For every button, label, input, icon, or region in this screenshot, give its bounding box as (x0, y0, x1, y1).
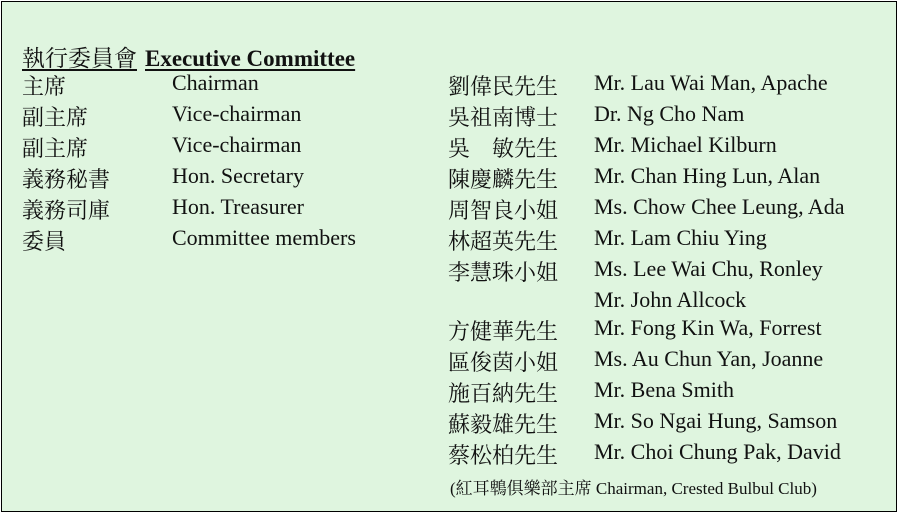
member-chinese-name: 區俊茵小姐 (448, 350, 559, 375)
member-english-name: Mr. So Ngai Hung, Samson (594, 408, 838, 433)
role-chinese: 義務秘書 (22, 167, 111, 192)
role-chinese: 副主席 (22, 105, 89, 130)
role-english: Chairman (172, 70, 259, 95)
title-chinese: 執行委員會 (22, 46, 137, 71)
member-chinese-name: 方健華先生 (448, 319, 559, 344)
member-english-name: Mr. Lam Chiu Ying (594, 225, 767, 250)
member-english-name: Ms. Chow Chee Leung, Ada (594, 194, 845, 219)
footnote: (紅耳鵯俱樂部主席 Chairman, Crested Bulbul Club) (450, 479, 817, 498)
role-chinese: 委員 (22, 229, 67, 254)
member-english-name: Mr. Bena Smith (594, 377, 734, 402)
member-chinese-name: 周智良小姐 (448, 198, 559, 223)
member-chinese-name: 吳 敏先生 (448, 136, 559, 161)
member-english-name: Ms. Lee Wai Chu, Ronley (594, 256, 823, 281)
member-chinese-name: 李慧珠小姐 (448, 260, 559, 285)
title-english: Executive Committee (145, 46, 356, 71)
member-chinese-name: 劉偉民先生 (448, 74, 559, 99)
role-english: Hon. Secretary (172, 163, 304, 188)
member-english-name: Dr. Ng Cho Nam (594, 101, 745, 126)
member-english-name: Mr. Michael Kilburn (594, 132, 777, 157)
role-chinese: 主席 (22, 74, 67, 99)
member-chinese-name: 林超英先生 (448, 229, 559, 254)
member-english-name: Ms. Au Chun Yan, Joanne (594, 346, 824, 371)
role-chinese: 副主席 (22, 136, 89, 161)
member-english-name: Mr. John Allcock (594, 287, 747, 312)
role-english: Vice-chairman (172, 101, 302, 126)
member-chinese-name: 施百納先生 (448, 381, 559, 406)
member-english-name: Mr. Fong Kin Wa, Forrest (594, 315, 822, 340)
member-english-name: Mr. Choi Chung Pak, David (594, 439, 841, 464)
role-chinese: 義務司庫 (22, 198, 111, 223)
role-english: Committee members (172, 225, 356, 250)
executive-committee-panel (1, 1, 897, 512)
member-chinese-name: 吳祖南博士 (448, 105, 559, 130)
role-english: Hon. Treasurer (172, 194, 304, 219)
member-chinese-name: 蔡松柏先生 (448, 443, 559, 468)
member-english-name: Mr. Chan Hing Lun, Alan (594, 163, 821, 188)
member-chinese-name: 蘇毅雄先生 (448, 412, 559, 437)
member-english-name: Mr. Lau Wai Man, Apache (594, 70, 828, 95)
role-english: Vice-chairman (172, 132, 302, 157)
section-title (22, 40, 355, 73)
member-chinese-name: 陳慶麟先生 (448, 167, 559, 192)
